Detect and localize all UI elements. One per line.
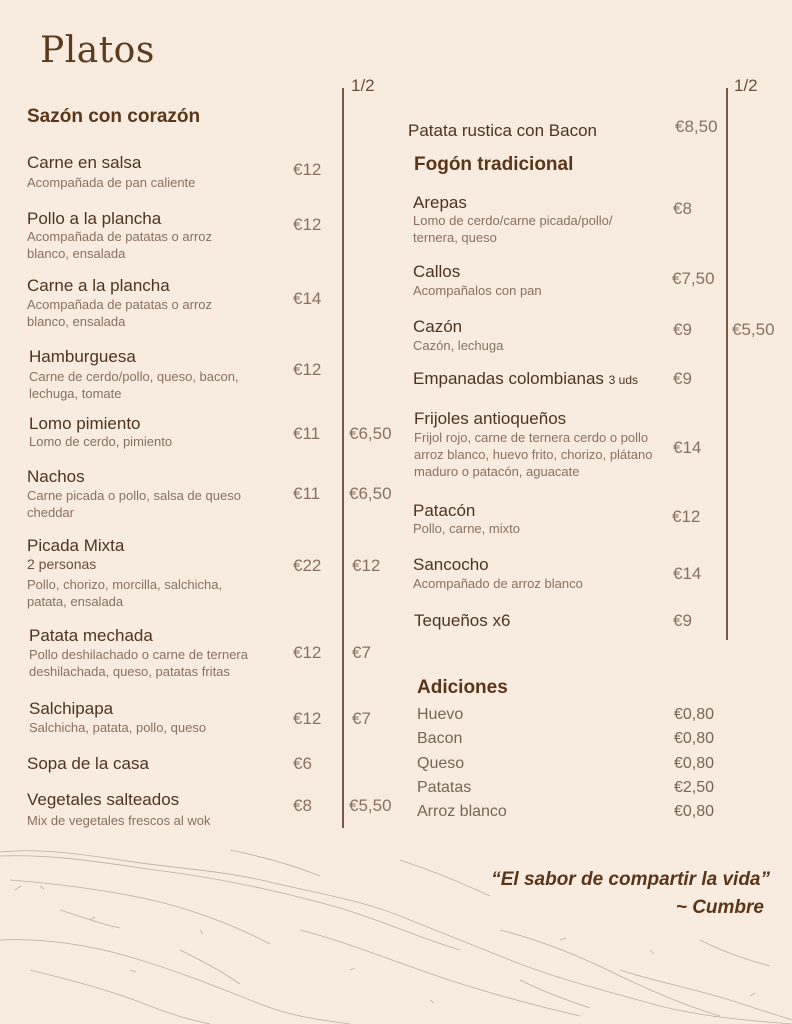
menu-item-desc: Pollo, carne, mixto [413,521,520,536]
menu-item-desc: Cazón, lechuga [413,338,504,353]
column-divider-left [342,88,344,828]
menu-item-name: Callos [413,262,461,281]
menu-item-price: €12 [293,160,322,179]
half-portion-header-right: 1/2 [734,76,758,95]
menu-item-name: Frijoles antioqueños [414,409,567,428]
menu-item-desc: Acompañada de pan caliente [27,175,196,190]
menu-item-price: €14 [673,438,702,457]
menu-item-name: Patata rustica con Bacon [408,121,598,140]
menu-item-name: Nachos [27,467,85,486]
menu-item-price: €22 [293,556,322,575]
page-title: Platos [40,30,155,71]
menu-item-half-price: €6,50 [349,484,392,503]
menu-item-desc: Acompañalos con pan [413,283,542,298]
menu-item-price: €11 [293,424,321,443]
addition-price: €2,50 [674,779,715,796]
menu-item-name: Arepas [413,193,467,212]
menu-item-price: €14 [673,564,702,583]
menu-item-name: Pollo a la plancha [27,209,162,228]
menu-item-name: Lomo pimiento [29,414,141,433]
landscape-sketch-decoration [0,820,792,1024]
menu-item-half-price: €12 [352,556,381,575]
menu-item-name: Picada Mixta [27,536,125,555]
menu-item-name: Salchipapa [29,699,114,718]
section-title-fogon: Fogón tradicional [414,154,574,175]
menu-item-desc: Salchicha, patata, pollo, queso [29,720,207,735]
menu-item-price: €7,50 [672,269,715,288]
menu-item-subtitle: 2 personas [27,556,97,572]
menu-item-price: €12 [293,360,322,379]
menu-item-price: €6 [293,754,312,773]
addition-name: Huevo [417,706,464,723]
menu-item-name: Carne a la plancha [27,276,170,295]
half-portion-header-left: 1/2 [351,76,375,95]
menu-item-half-price: €6,50 [349,424,392,443]
quote-signature: ~ Cumbre [675,897,764,918]
menu-item-desc: Mix de vegetales frescos al wok [27,813,211,828]
menu-item-desc: Acompañada de patatas o arroz blanco, ensalada [27,229,213,261]
menu-item-desc: Carne de cerdo/pollo, queso, bacon, lechuga, tomate [29,369,239,401]
menu-item-half-price: €7 [352,643,371,662]
addition-name: Bacon [417,730,463,747]
addition-name: Arroz blanco [417,803,507,820]
menu-item-price: €9 [673,369,692,388]
menu-item-name: Empanadas colombianas 3 uds [413,369,638,388]
menu-item-name: Carne en salsa [27,153,142,172]
menu-item-desc: Carne picada o pollo, salsa de queso cheddar [27,488,241,520]
menu-item-desc: Pollo, chorizo, morcilla, salchicha, patata, ensalada [27,577,223,609]
menu-item-price: €8 [673,199,692,218]
menu-item-price: €8 [293,796,312,815]
menu-item-name: Hamburguesa [29,347,136,366]
addition-price: €0,80 [674,803,715,820]
menu-item-price: €9 [673,320,692,339]
menu-item-desc: Lomo de cerdo, pimiento [29,434,173,449]
menu-item-price: €12 [293,215,322,234]
menu-item-half-price: €5,50 [349,796,392,815]
menu-item-desc: Acompañado de arroz blanco [413,576,583,591]
menu-item-price: €11 [293,484,321,503]
addition-price: €0,80 [674,706,715,723]
menu-item-desc: Pollo deshilachado o carne de ternera deshilachada, queso, patatas fritas [29,647,248,679]
menu-item-name: Tequeños x6 [414,611,511,630]
column-divider-right [726,88,728,640]
menu-item-price: €12 [293,643,322,662]
section-title-adiciones: Adiciones [417,677,508,698]
menu-item-quantity: 3 uds [608,373,638,387]
menu-item-price: €12 [293,709,322,728]
menu-item-name: Vegetales salteados [27,790,180,809]
addition-price: €0,80 [674,755,715,772]
addition-name: Queso [417,755,465,772]
menu-item-name: Cazón [413,317,463,336]
menu-item-desc: Lomo de cerdo/carne picada/pollo/ ternera, queso [413,213,613,245]
menu-item-price: €14 [293,289,322,308]
menu-item-price: €9 [673,611,692,630]
menu-item-price: €12 [672,507,701,526]
menu-item-desc: Frijol rojo, carne de ternera cerdo o pollo arroz blanco, huevo frito, chorizo, plátano maduro o patacón, aguacate [414,430,653,479]
menu-item-name: Sopa de la casa [27,754,149,773]
menu-item-name: Patacón [413,501,476,520]
quote-text: “El sabor de compartir la vida” [491,869,770,890]
addition-price: €0,80 [674,730,715,747]
menu-item-half-price: €7 [352,709,371,728]
addition-name: Patatas [417,779,472,796]
menu-item-price: €8,50 [675,117,718,136]
menu-item-half-price: €5,50 [732,320,775,339]
menu-item-desc: Acompañada de patatas o arroz blanco, ensalada [27,297,213,329]
menu-item-name: Sancocho [413,555,489,574]
menu-item-name: Patata mechada [29,626,153,645]
section-title-sazon: Sazón con corazón [27,106,201,127]
